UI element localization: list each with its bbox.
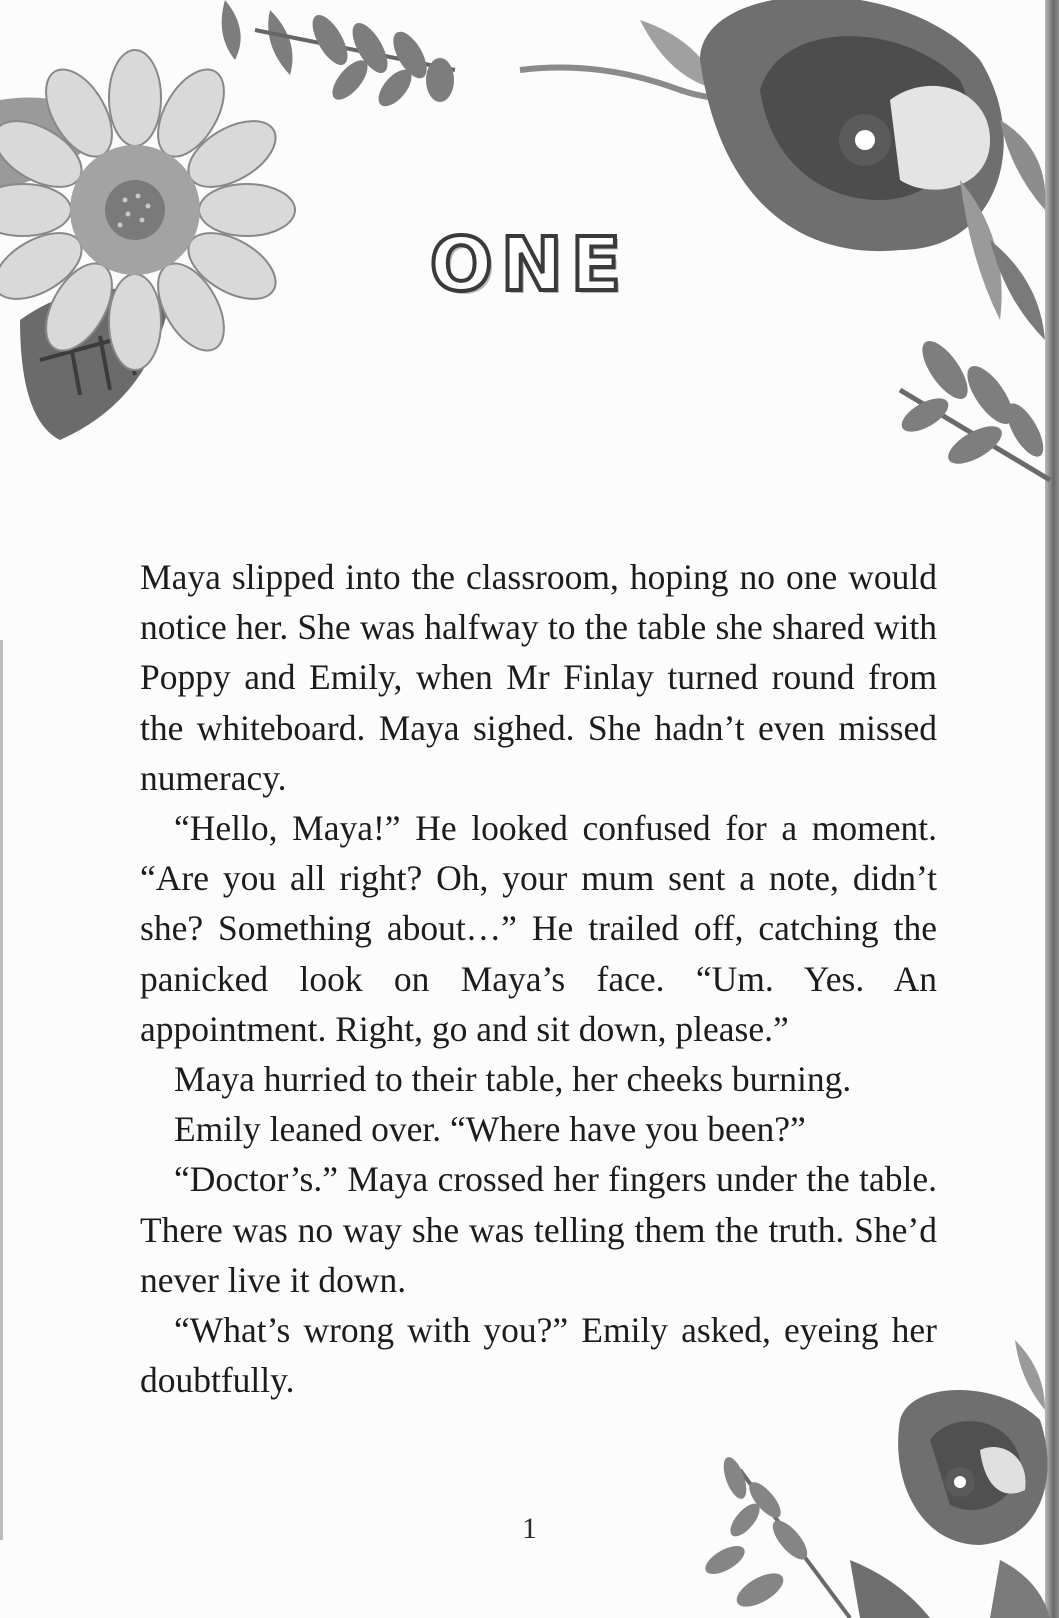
paragraph: Emily leaned over. “Where have you been?”	[174, 1109, 806, 1150]
chapter-body	[140, 552, 937, 1405]
paragraph: “Doctor’s.” Maya crossed her fingers under the table. There was no way she was telling them the truth. She’d never live it down.	[140, 1159, 937, 1300]
leaf-sprig-icon	[896, 334, 1050, 480]
leaf-sprig-icon	[222, 0, 455, 112]
page-number: 1	[522, 1512, 537, 1545]
paragraph: Maya hurried to their table, her cheeks burning.	[174, 1059, 852, 1100]
chapter-title: ONE	[429, 222, 630, 308]
paragraph: “Hello, Maya!” He looked confused for a moment. “Are you all right? Oh, your mum sent a note, didn’t she? Something about…” He trailed off, catching the panicked look on Maya’s face. “Um. Yes. An appointment. Right, go and sit down, please.”	[140, 808, 937, 1049]
paragraph: Maya slipped into the classroom, hoping no one would notice her. She was halfway to the table she shared with Poppy and Emily, when Mr Finlay turned round from the whiteboard. Maya sighed. She hadn’t even missed numeracy.	[140, 557, 937, 798]
paragraph: “What’s wrong with you?” Emily asked, eyeing her doubtfully.	[140, 1310, 937, 1401]
